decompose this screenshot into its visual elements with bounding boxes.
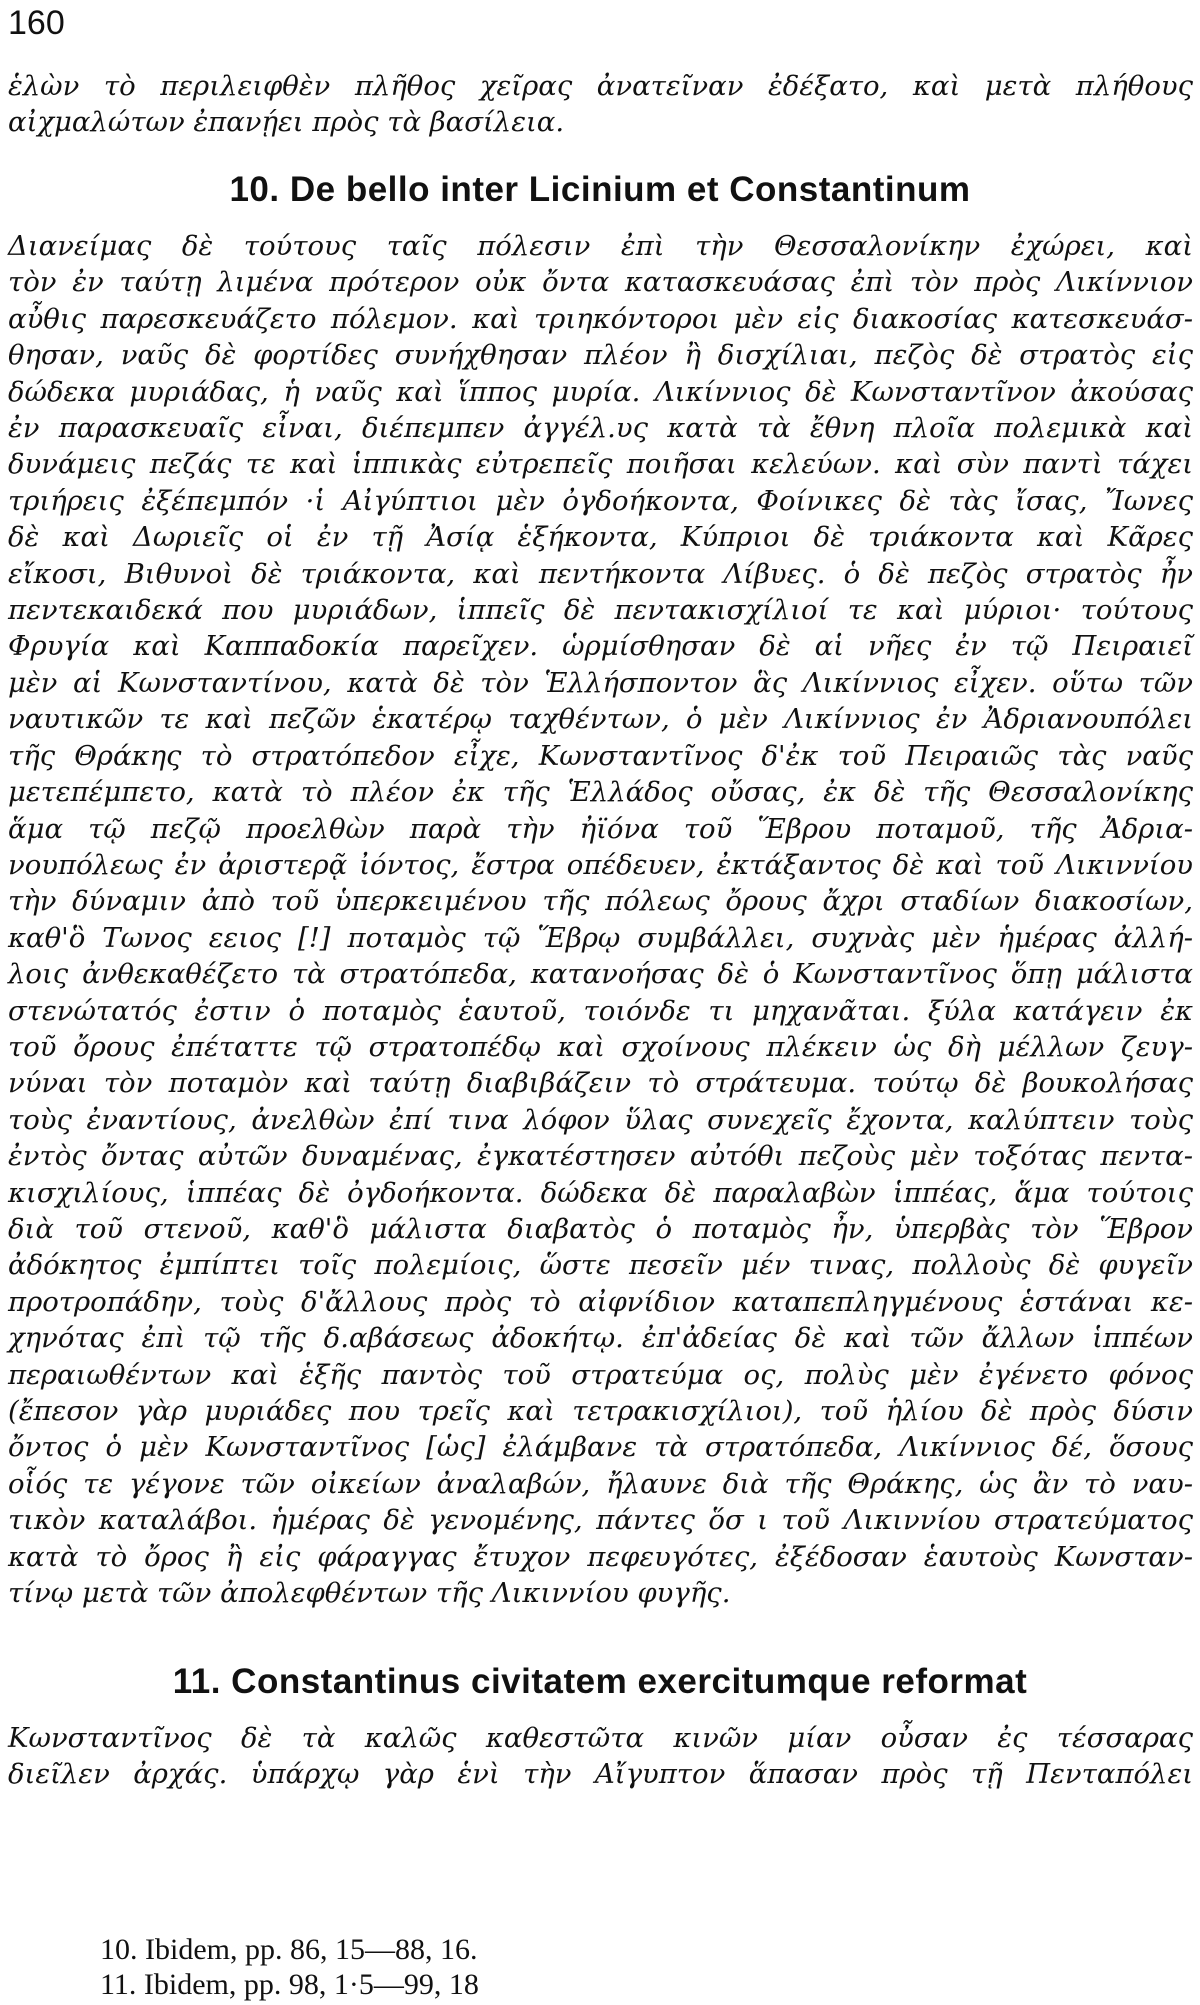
text-line: ἀδόκητος ἐμπίπτει τοῖς πολεμίοις, ὥστε πεσεῖν μέν τινας, πολλοὺς δὲ φυγεῖν — [8, 1249, 1193, 1282]
text-line: ἐν παρασκευαῖς εἶναι, διέπεμπεν ἀγγέλ.υς κατὰ τὰ ἔθνη πλοῖα πολεμικὰ καὶ — [8, 412, 1193, 445]
footnote: 11. Ibidem, pp. 98, 1·5—99, 18 — [100, 1968, 479, 2001]
text-line: προτροπάδην, τοὺς δ'ἄλλους πρὸς τὸ αἰφνίδιον καταπεπληγμένους ἑστάναι κε- — [8, 1285, 1193, 1318]
text-line: εἴκοσι, Βιθυνοὶ δὲ τριάκοντα, καὶ πεντήκοντα Λίβυες. ὁ δὲ πεζὸς στρατὸς ἦν — [8, 557, 1193, 590]
text-line: διὰ τοῦ στενοῦ, καθ'ὃ μάλιστα διαβατὸς ὁ ποταμὸς ἦν, ὑπερβὰς τὸν Ἕβρον — [8, 1212, 1193, 1245]
text-line: λοις ἀνθεκαθέζετο τὰ στρατόπεδα, κατανοήσας δὲ ὁ Κωνσταντῖνος ὅπῃ μάλιστα — [8, 958, 1193, 991]
text-line: τοὺς ἐναντίους, ἀνελθὼν ἐπί τινα λόφον ὕλας συνεχεῖς ἔχοντα, καλύπτειν τοὺς — [8, 1103, 1193, 1136]
text-line: τῆς Θράκης τὸ στρατόπεδον εἶχε, Κωνσταντῖνος δ'ἐκ τοῦ Πειραιῶς τὰς ναῦς — [8, 739, 1193, 772]
text-line: τικὸν καταλάβοι. ἡμέρας δὲ γενομένης, πάντες ὅσ ι τοῦ Λικιννίου στρατεύματος — [8, 1504, 1193, 1537]
text-line: ναυτικῶν τε καὶ πεζῶν ἑκατέρῳ ταχθέντων, ὁ μὲν Λικίννιος ἐν Ἀδριανουπόλει — [8, 703, 1193, 736]
text-line: ἐντὸς ὄντας αὐτῶν δυναμένας, ἐγκατέστησεν αὐτόθι πεζοὺς μὲν τοξότας πεντα- — [8, 1140, 1193, 1173]
text-line: ἅμα τῷ πεζῷ προελθὼν παρὰ τὴν ἠϊόνα τοῦ Ἕβρου ποταμοῦ, τῆς Ἀδρια- — [8, 812, 1193, 845]
text-line: νύναι τὸν ποταμὸν καὶ ταύτῃ διαβιβάζειν τὸ στράτευμα. τούτῳ δὲ βουκολήσας — [8, 1067, 1193, 1100]
text-line: καθ'ὃ Τωνος εειος [!] ποταμὸς τῷ Ἕβρῳ συμβάλλει, συχνὰς μὲν ἡμέρας ἀλλή- — [8, 921, 1193, 954]
section-10-text — [8, 228, 1193, 1611]
text-line: περαιωθέντων καὶ ἑξῆς παντὸς τοῦ στρατεύμα ος, πολὺς μὲν ἐγένετο φόνος — [8, 1358, 1193, 1391]
text-line: αἰχμαλώτων ἐπανῄει πρὸς τὰ βασίλεια. — [8, 106, 565, 139]
text-line: τοῦ ὄρους ἐπέταττε τῷ στρατοπέδῳ καὶ σχοίνους πλέκειν ὡς δὴ μέλλων ζευγ- — [8, 1030, 1193, 1063]
text-line: αὖθις παρεσκευάζετο πόλεμον. καὶ τριηκόντοροι μὲν εἰς διακοσίας κατεσκευάσ- — [8, 302, 1193, 335]
footnotes — [100, 1932, 479, 2002]
text-line: κισχιλίους, ἱππέας δὲ ὀγδοήκοντα. δώδεκα δὲ παραλαβὼν ἱππέας, ἅμα τούτοις — [8, 1176, 1193, 1209]
text-line: Διανείμας δὲ τούτους ταῖς πόλεσιν ἐπὶ τὴν Θεσσαλονίκην ἐχώρει, καὶ — [8, 230, 1193, 262]
text-line: οἷός τε γέγονε τῶν οἰκείων ἀναλαβών, ἤλαυνε διὰ τῆς Θράκης, ὡς ἂν τὸ ναυ- — [8, 1467, 1193, 1500]
text-line: θησαν, ναῦς δὲ φορτίδες συνήχθησαν πλέον ἢ δισχίλιαι, πεζὸς δὲ στρατὸς εἰς — [8, 339, 1193, 372]
page-number: 160 — [8, 4, 65, 42]
text-line: μετεπέμπετο, κατὰ τὸ πλέον ἐκ τῆς Ἑλλάδος οὔσας, ἐκ δὲ τῆς Θεσσαλονίκης — [8, 776, 1193, 809]
text-line: τριήρεις ἐξέπεμπόν ·ἱ Αἰγύπτιοι μὲν ὀγδοήκοντα, Φοίνικες δὲ τὰς ἴσας, Ἴωνες — [8, 484, 1193, 517]
text-line: (ἔπεσον γὰρ μυριάδες που τρεῖς καὶ τετρακισχίλιοι), τοῦ ἡλίου δὲ πρὸς δύσιν — [8, 1395, 1193, 1427]
text-line: μὲν αἱ Κωνσταντίνου, κατὰ δὲ τὸν Ἑλλήσποντον ἃς Λικίννιος εἶχεν. οὕτω τῶν — [8, 666, 1193, 699]
text-line: νουπόλεως ἐν ἀριστερᾷ ἰόντος, ἔστρα οπέδευεν, ἐκτάξαντος δὲ καὶ τοῦ Λικιννίου — [8, 848, 1193, 881]
section-10-heading: 10. De bello inter Licinium et Constantinum — [229, 170, 971, 209]
text-line: πεντεκαιδεκά που μυριάδων, ἱππεῖς δὲ πεντακισχίλιοί τε καὶ μύριοι· τούτους — [8, 594, 1193, 627]
text-line: ὄντος ὁ μὲν Κωνσταντῖνος [ὡς] ἐλάμβανε τὰ στρατόπεδα, Λικίννιος δέ, ὅσους — [8, 1431, 1193, 1464]
footnote: 10. Ibidem, pp. 86, 15—88, 16. — [100, 1933, 478, 1966]
text-line: ἑλὼν τὸ περιλειφθὲν πλῆθος χεῖρας ἀνατεῖναν ἐδέξατο, καὶ μετὰ πλήθους — [8, 70, 1193, 102]
text-line: τὴν δύναμιν ἀπὸ τοῦ ὑπερκειμένου τῆς πόλεως ὄρους ἄχρι σταδίων διακοσίων, — [8, 885, 1193, 918]
text-line: τίνῳ μετὰ τῶν ἀπολεφθέντων τῆς Λικιννίου φυγῆς. — [8, 1577, 731, 1610]
text-line: τὸν ἐν ταύτῃ λιμένα πρότερον οὐκ ὄντα κατασκευάσας ἐπὶ τὸν πρὸς Λικίννιον — [8, 266, 1193, 299]
text-line: δὲ καὶ Δωριεῖς οἱ ἐν τῇ Ἀσίᾳ ἑξήκοντα, Κύπριοι δὲ τριάκοντα καὶ Κᾶρες — [8, 521, 1193, 554]
section-11-text — [8, 1720, 1193, 1793]
text-line: στενώτατός ἐστιν ὁ ποταμὸς ἑαυτοῦ, τοιόνδε τι μηχανᾶται. ξύλα κατάγειν ἐκ — [8, 994, 1193, 1027]
text-line: Κωνσταντῖνος δὲ τὰ καλῶς καθεστῶτα κινῶν μίαν οὖσαν ἐς τέσσαρας — [8, 1722, 1193, 1754]
text-line: δυνάμεις πεζάς τε καὶ ἱππικὰς εὐτρεπεῖς ποιῆσαι κελεύων. καὶ σὺν παντὶ τάχει — [8, 448, 1193, 481]
text-line: κατὰ τὸ ὄρος ἢ εἰς φάραγγας ἔτυχον πεφευγότες, ἐξέδοσαν ἑαυτοὺς Κωνσταν- — [8, 1540, 1193, 1573]
text-line: διεῖλεν ἀρχάς. ὑπάρχῳ γὰρ ἑνὶ τὴν Αἴγυπτον ἅπασαν πρὸς τῇ Πενταπόλει — [8, 1758, 1193, 1791]
intro-paragraph — [8, 68, 1193, 141]
text-line: δώδεκα μυριάδας, ἡ ναῦς καὶ ἵππος μυρία. Λικίννιος δὲ Κωνσταντῖνον ἀκούσας — [8, 375, 1193, 408]
text-line: Φρυγία καὶ Καππαδοκία παρεῖχεν. ὡρμίσθησαν δὲ αἱ νῆες ἐν τῷ Πειραιεῖ — [8, 630, 1193, 663]
section-11-heading: 11. Constantinus civitatem exercitumque reformat — [172, 1662, 1028, 1701]
text-line: χηνότας ἐπὶ τῷ τῆς δ.αβάσεως ἀδοκήτῳ. ἐπ'ἀδείας δὲ καὶ τῶν ἄλλων ἱππέων — [8, 1322, 1193, 1355]
